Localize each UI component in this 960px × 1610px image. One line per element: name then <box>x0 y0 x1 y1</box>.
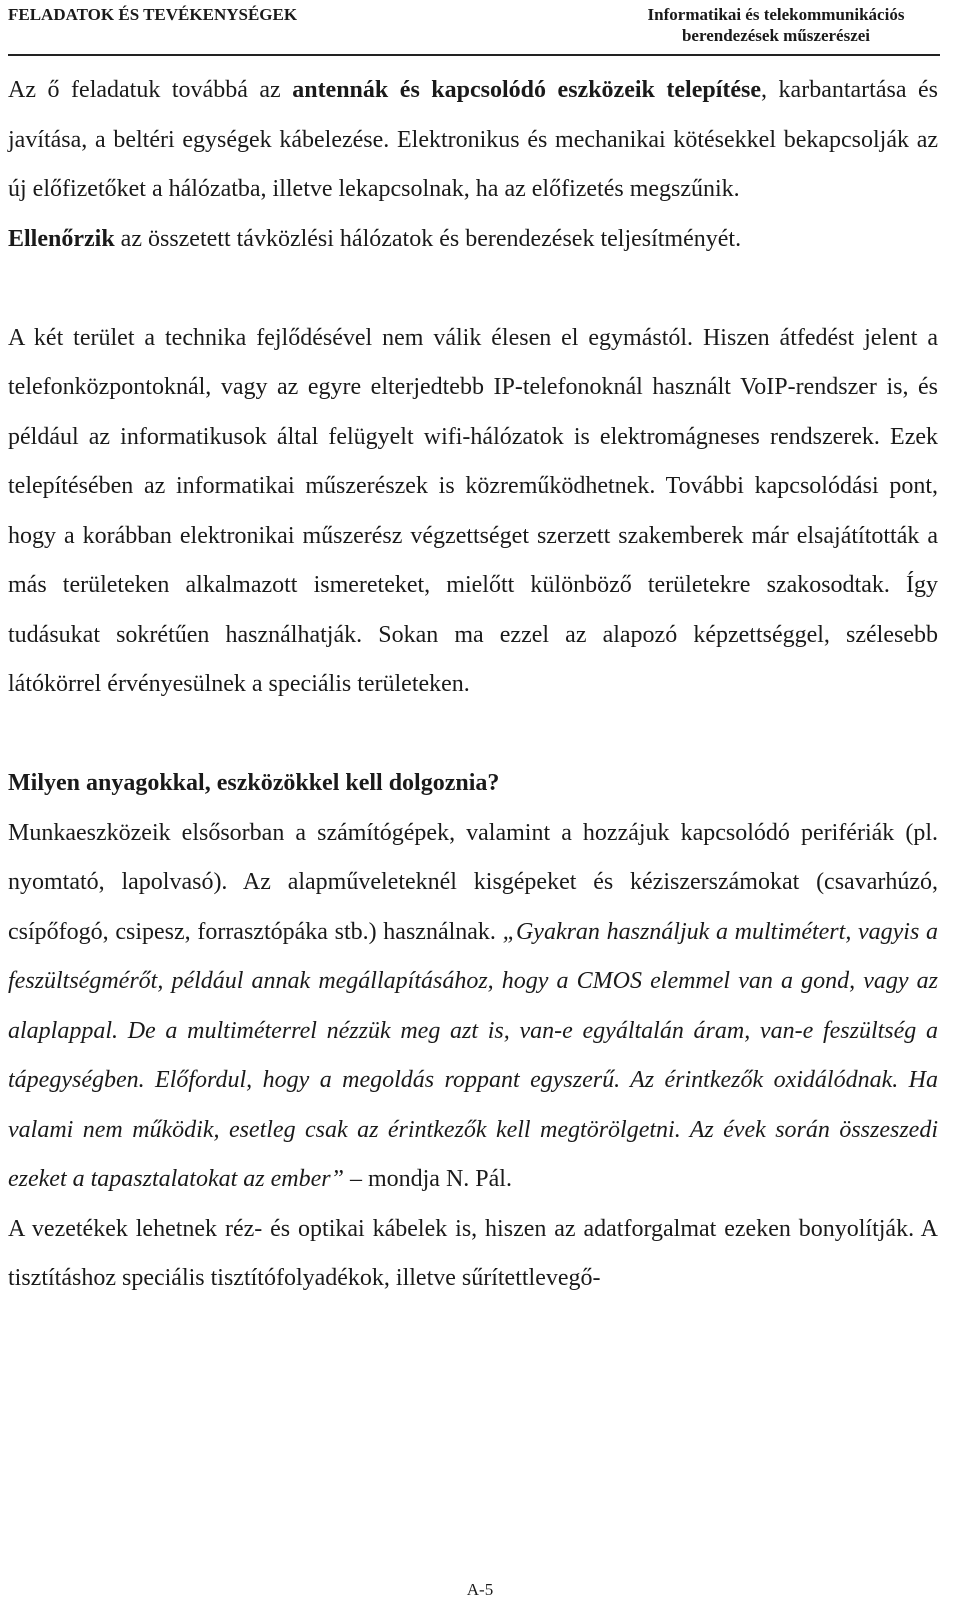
paragraph-spacer <box>8 710 938 760</box>
paragraph-text: – mondja N. Pál. <box>343 1166 512 1192</box>
page-footer <box>0 1580 960 1600</box>
bold-phrase: Ellenőrzik <box>8 225 115 252</box>
header-title-line-2: berendezések műszerészei <box>681 26 871 45</box>
page-number: A-5 <box>466 1580 494 1599</box>
paragraph-text: , karbantartása és javítása, a beltéri egységek kábelezése. Elektronikus és mechanikai kötésekkel bekapcsolják az új előfizetőket a hálózatba, illetve lekapcsolnak, ha az előfizetés megszűnik. <box>8 77 938 202</box>
header-section-title: FELADATOK ÉS TEVÉKENYSÉGEK <box>8 5 298 24</box>
paragraph-text: az összetett távközlési hálózatok és berendezések teljesítményét. <box>114 225 742 252</box>
header-document-title <box>616 4 936 46</box>
paragraph-cables: A vezetékek lehetnek réz- és optikai kábelek is, hiszen az adatforgalmat ezeken bonyolítják. A tisztításhoz speciális tisztítófolyadékok, illetve sűrítettlevegő- <box>8 1215 938 1291</box>
section-heading <box>8 759 938 809</box>
paragraph-text: Munkaeszközeik elsősorban a számítógépek, valamint a hozzájuk kapcsolódó perifériák (pl. nyomtató, lapolvasó). Az alapműveleteknél kisgépeket és kéziszerszámokat (csavarhúzó, csípőfogó, csipesz, forrasztópáka stb.) használnak. <box>8 819 938 945</box>
paragraph-antennas <box>8 66 938 215</box>
page-header <box>8 0 940 56</box>
header-title-line-1: Informatikai és telekommunikációs <box>647 5 905 24</box>
paragraph-text: Az ő feladatuk továbbá az <box>8 77 293 103</box>
paragraph-tools <box>8 809 938 1205</box>
paragraph-spacer <box>8 264 938 314</box>
paragraph-monitoring <box>8 215 938 265</box>
quote-text: „Gyakran használjuk a multimétert, vagyis a feszültségmérőt, például annak megállapításához, hogy a CMOS elemmel van a gond, vagy az alaplappal. De a multiméterrel nézzük meg azt is, van-e egyáltalán áram, van-e feszültség a tápegységben. Előfordul, hogy a megoldás roppant egyszerű. Az érintkezők oxidálódnak. Ha valami nem működik, esetleg csak az érintkezők kell megtörölgetni. Az évek során összeszedi ezeket a tapasztalatokat az ember” <box>8 918 938 1192</box>
paragraph-overlap: A két terület a technika fejlődésével nem válik élesen el egymástól. Hiszen átfedést jelent a telefonközpontoknál, vagy az egyre elterjedtebb IP-telefonoknál használt VoIP-rendszer is, és például az informatikusok által felügyelt wifi-hálózatok is elektromágneses rendszerek. Ezek telepítésében az informatikai műszerészek is közreműködhetnek. További kapcsolódási pont, hogy a korábban elektronikai műszerész végzettséget szerzett szakemberek már elsajátították a más területeken alkalmazott ismereteket, mielőtt különböző területekre szakosodtak. Így tudásukat sokrétűen használhatják. Sokan ma ezzel az alapozó képzettséggel, szélesebb látókörrel érvényesülnek a speciális területeken. <box>8 324 938 697</box>
bold-phrase: antennák és kapcsolódó eszközeik telepítése <box>292 77 762 103</box>
heading-text: Milyen anyagokkal, eszközökkel kell dolgoznia? <box>8 770 500 796</box>
document-body <box>8 66 938 1304</box>
